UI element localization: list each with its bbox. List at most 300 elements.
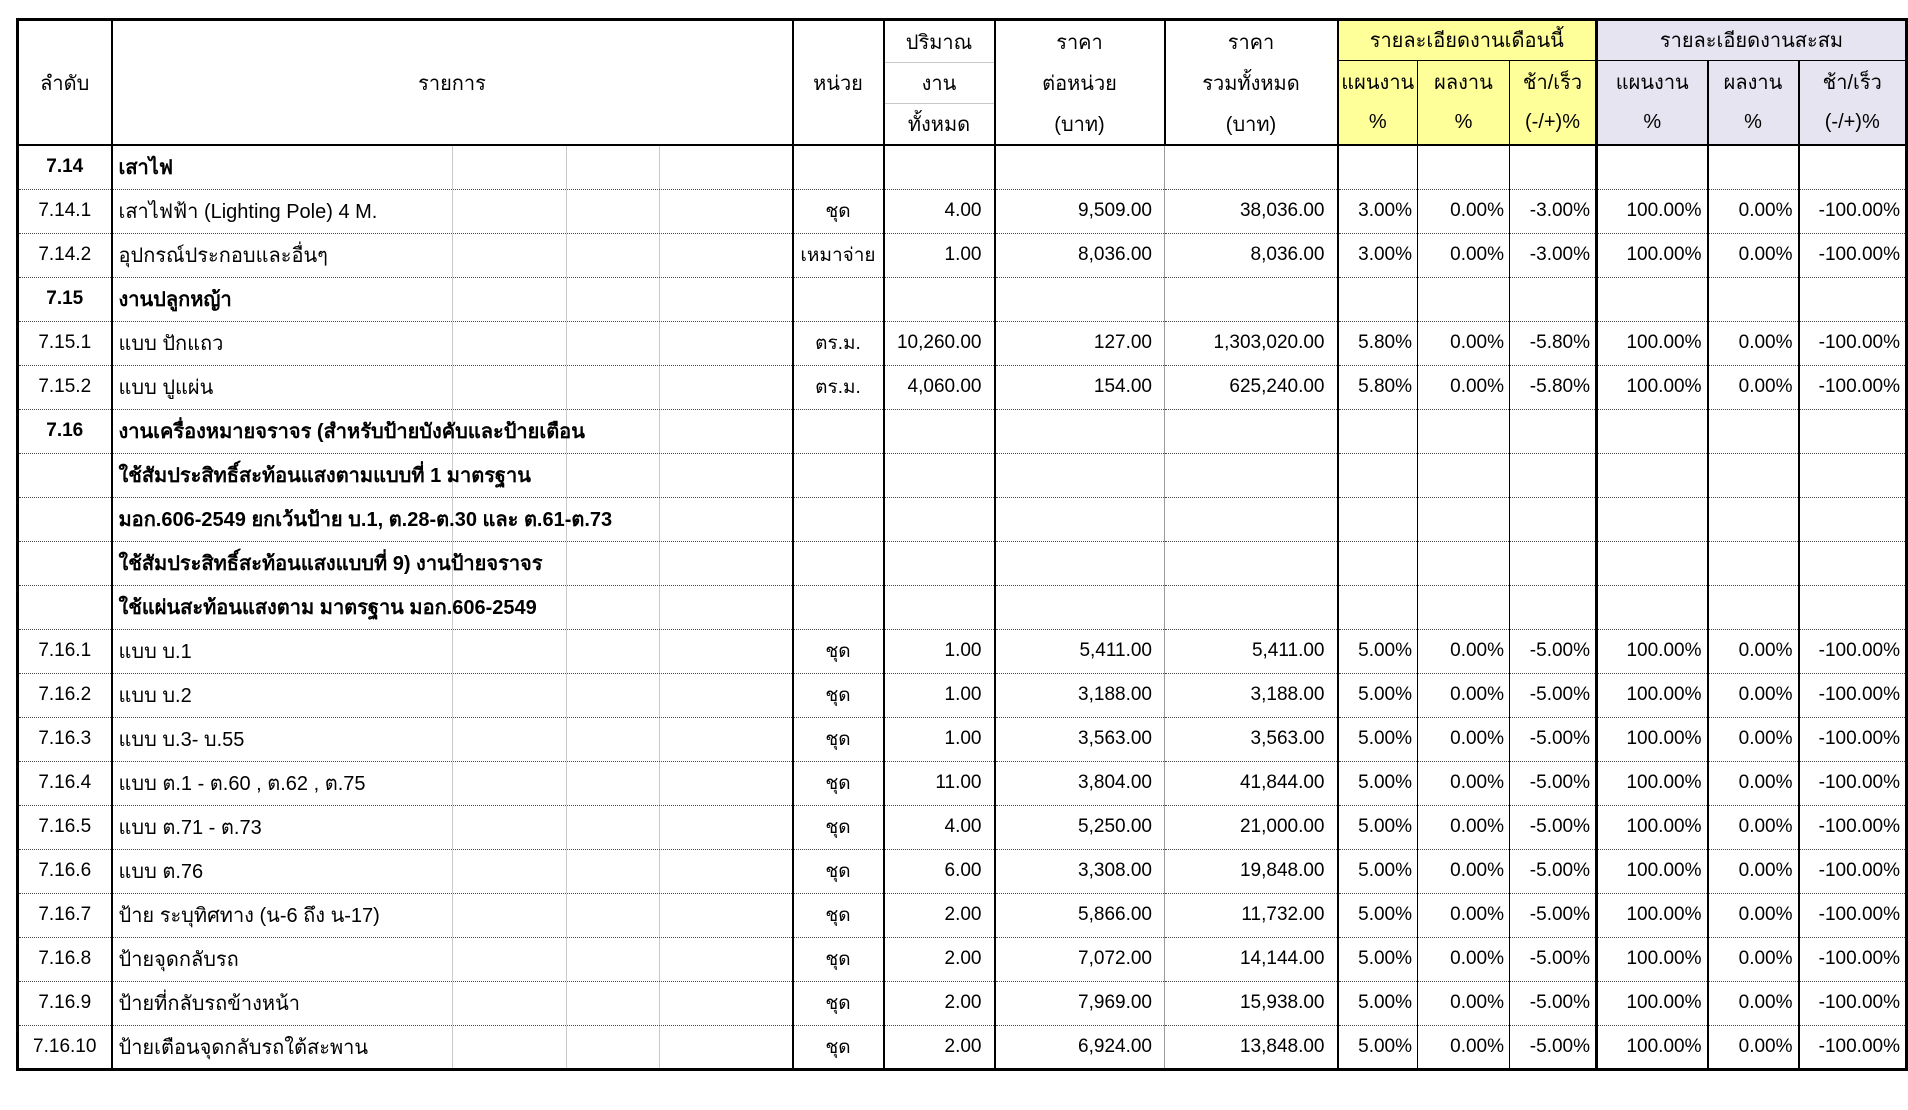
cell-unit[interactable] xyxy=(793,541,884,585)
cell-month-actual-pct[interactable]: 0.00% xyxy=(1418,189,1510,233)
cell-item-description[interactable]: มอก.606-2549 ยกเว้นป้าย บ.1, ต.28-ต.30 และ ต.61-ต.73 xyxy=(112,497,793,541)
cell-month-actual-pct[interactable] xyxy=(1418,497,1510,541)
cell-cum-actual-pct[interactable]: 0.00% xyxy=(1708,233,1799,277)
cell-unit-price[interactable] xyxy=(995,409,1165,453)
cell-item-description[interactable]: แบบ ต.76 xyxy=(112,849,793,893)
cell-cum-diff-pct[interactable]: -100.00% xyxy=(1799,673,1907,717)
col-header-item[interactable]: รายการ xyxy=(112,20,793,146)
cell-unit[interactable]: ตร.ม. xyxy=(793,321,884,365)
cell-cum-plan-pct[interactable] xyxy=(1597,541,1708,585)
col-header-unit-price-line1: ราคา xyxy=(1056,31,1103,54)
cell-month-diff-pct[interactable]: -3.00% xyxy=(1510,233,1597,277)
cell-month-diff-pct[interactable] xyxy=(1510,585,1597,629)
table-row xyxy=(18,497,1907,541)
cell-cum-diff-pct[interactable] xyxy=(1799,497,1907,541)
spreadsheet-page xyxy=(0,18,1908,1110)
col-header-cum-plan[interactable] xyxy=(1597,60,1708,145)
cell-unit[interactable]: ชุด xyxy=(793,937,884,981)
cell-cum-diff-pct[interactable]: -100.00% xyxy=(1799,937,1907,981)
cell-item-description[interactable]: แบบ ปูแผ่น xyxy=(112,365,793,409)
cell-month-plan-pct[interactable]: 5.00% xyxy=(1338,805,1418,849)
cell-total-price[interactable]: 8,036.00 xyxy=(1165,233,1338,277)
cell-unit-price[interactable] xyxy=(995,453,1165,497)
cell-no[interactable] xyxy=(18,585,112,629)
cell-total-price[interactable]: 5,411.00 xyxy=(1165,629,1338,673)
cell-no[interactable]: 7.14.2 xyxy=(18,233,112,277)
cell-unit[interactable]: ชุด xyxy=(793,629,884,673)
cell-cum-actual-pct[interactable] xyxy=(1708,585,1799,629)
cell-quantity[interactable]: 11.00 xyxy=(884,761,995,805)
cell-unit[interactable]: เหมาจ่าย xyxy=(793,233,884,277)
cell-item-description[interactable]: ใช้สัมประสิทธิ์สะท้อนแสงตามแบบที่ 1 มาตรฐาน xyxy=(112,453,793,497)
cell-no[interactable]: 7.15 xyxy=(18,277,112,321)
cell-month-plan-pct[interactable] xyxy=(1338,585,1418,629)
col-header-quantity-line3: ทั้งหมด xyxy=(885,103,994,144)
cell-total-price[interactable]: 21,000.00 xyxy=(1165,805,1338,849)
cell-total-price[interactable]: 15,938.00 xyxy=(1165,981,1338,1025)
cell-month-plan-pct[interactable]: 5.00% xyxy=(1338,673,1418,717)
cell-cum-plan-pct[interactable] xyxy=(1597,453,1708,497)
cell-month-actual-pct[interactable]: 0.00% xyxy=(1418,1025,1510,1069)
cell-total-price[interactable]: 38,036.00 xyxy=(1165,189,1338,233)
month-diff-label: ช้า/เร็ว xyxy=(1522,71,1583,94)
cum-diff-unit-label: (-/+)% xyxy=(1824,111,1880,134)
cell-cum-diff-pct[interactable]: -100.00% xyxy=(1799,365,1907,409)
cell-no[interactable]: 7.15.1 xyxy=(18,321,112,365)
cell-month-actual-pct[interactable]: 0.00% xyxy=(1418,805,1510,849)
cell-total-price[interactable] xyxy=(1165,497,1338,541)
cell-month-plan-pct[interactable]: 5.00% xyxy=(1338,1025,1418,1069)
cell-quantity[interactable]: 4,060.00 xyxy=(884,365,995,409)
cell-month-plan-pct[interactable] xyxy=(1338,277,1418,321)
cell-month-diff-pct[interactable] xyxy=(1510,145,1597,189)
cell-no[interactable]: 7.16.6 xyxy=(18,849,112,893)
cell-no[interactable]: 7.16.5 xyxy=(18,805,112,849)
cell-cum-actual-pct[interactable] xyxy=(1708,497,1799,541)
cell-month-plan-pct[interactable]: 5.00% xyxy=(1338,937,1418,981)
cell-cum-actual-pct[interactable]: 0.00% xyxy=(1708,937,1799,981)
table-row xyxy=(18,189,1907,233)
table-row xyxy=(18,981,1907,1025)
cell-month-actual-pct[interactable]: 0.00% xyxy=(1418,629,1510,673)
col-header-no[interactable]: ลำดับ xyxy=(18,20,112,146)
cell-item-description[interactable]: งานปลูกหญ้า xyxy=(112,277,793,321)
cell-month-actual-pct[interactable]: 0.00% xyxy=(1418,981,1510,1025)
cell-month-plan-pct[interactable]: 5.00% xyxy=(1338,981,1418,1025)
cell-month-actual-pct[interactable] xyxy=(1418,277,1510,321)
cell-unit-price[interactable]: 7,969.00 xyxy=(995,981,1165,1025)
cell-no[interactable]: 7.15.2 xyxy=(18,365,112,409)
cell-cum-actual-pct[interactable] xyxy=(1708,145,1799,189)
col-header-total-price-line1: ราคา xyxy=(1227,31,1275,54)
cell-cum-actual-pct[interactable]: 0.00% xyxy=(1708,629,1799,673)
cell-unit[interactable]: ชุด xyxy=(793,189,884,233)
cell-cum-diff-pct[interactable]: -100.00% xyxy=(1799,805,1907,849)
cell-total-price[interactable]: 1,303,020.00 xyxy=(1165,321,1338,365)
cell-unit[interactable]: ตร.ม. xyxy=(793,365,884,409)
cell-quantity[interactable] xyxy=(884,585,995,629)
cell-no[interactable]: 7.16.1 xyxy=(18,629,112,673)
cell-month-plan-pct[interactable]: 5.00% xyxy=(1338,761,1418,805)
cell-total-price[interactable]: 19,848.00 xyxy=(1165,849,1338,893)
cell-cum-diff-pct[interactable]: -100.00% xyxy=(1799,893,1907,937)
cell-unit-price[interactable]: 127.00 xyxy=(995,321,1165,365)
cell-total-price[interactable]: 625,240.00 xyxy=(1165,365,1338,409)
table-row xyxy=(18,585,1907,629)
cell-month-plan-pct[interactable] xyxy=(1338,145,1418,189)
table-row xyxy=(18,321,1907,365)
group-header-month-detail[interactable]: รายละเอียดงานเดือนนี้ xyxy=(1338,20,1597,61)
table-row xyxy=(18,805,1907,849)
cell-unit-price[interactable]: 5,250.00 xyxy=(995,805,1165,849)
cell-quantity[interactable] xyxy=(884,409,995,453)
cell-month-actual-pct[interactable] xyxy=(1418,585,1510,629)
cell-unit[interactable] xyxy=(793,585,884,629)
cell-cum-actual-pct[interactable] xyxy=(1708,453,1799,497)
cell-unit-price[interactable] xyxy=(995,277,1165,321)
cell-cum-plan-pct[interactable]: 100.00% xyxy=(1597,629,1708,673)
cell-item-description[interactable]: แบบ ปักแถว xyxy=(112,321,793,365)
cell-month-actual-pct[interactable]: 0.00% xyxy=(1418,761,1510,805)
cell-no[interactable]: 7.16.9 xyxy=(18,981,112,1025)
cell-month-plan-pct[interactable] xyxy=(1338,497,1418,541)
cell-cum-diff-pct[interactable]: -100.00% xyxy=(1799,717,1907,761)
col-header-unit-price[interactable] xyxy=(995,20,1165,146)
month-plan-label: แผนงาน xyxy=(1341,71,1415,94)
cell-total-price[interactable] xyxy=(1165,541,1338,585)
cell-item-description[interactable]: เสาไฟฟ้า (Lighting Pole) 4 M. xyxy=(112,189,793,233)
cell-unit[interactable]: ชุด xyxy=(793,981,884,1025)
cell-item-description[interactable]: แบบ บ.1 xyxy=(112,629,793,673)
cell-month-diff-pct[interactable]: -5.00% xyxy=(1510,893,1597,937)
cell-cum-diff-pct[interactable]: -100.00% xyxy=(1799,849,1907,893)
cell-quantity[interactable]: 2.00 xyxy=(884,893,995,937)
cell-unit-price[interactable]: 7,072.00 xyxy=(995,937,1165,981)
cell-cum-plan-pct[interactable]: 100.00% xyxy=(1597,189,1708,233)
cell-month-actual-pct[interactable]: 0.00% xyxy=(1418,937,1510,981)
cell-cum-actual-pct[interactable]: 0.00% xyxy=(1708,717,1799,761)
cell-item-description[interactable]: ใช้แผ่นสะท้อนแสงตาม มาตรฐาน มอก.606-2549 xyxy=(112,585,793,629)
cell-month-actual-pct[interactable]: 0.00% xyxy=(1418,321,1510,365)
table-row xyxy=(18,541,1907,585)
cell-month-diff-pct[interactable] xyxy=(1510,453,1597,497)
cell-no[interactable]: 7.14.1 xyxy=(18,189,112,233)
cell-total-price[interactable] xyxy=(1165,277,1338,321)
cell-unit-price[interactable]: 154.00 xyxy=(995,365,1165,409)
cell-cum-actual-pct[interactable]: 0.00% xyxy=(1708,981,1799,1025)
cell-unit[interactable] xyxy=(793,277,884,321)
cell-month-actual-pct[interactable] xyxy=(1418,409,1510,453)
cell-month-diff-pct[interactable]: -3.00% xyxy=(1510,189,1597,233)
cell-cum-diff-pct[interactable]: -100.00% xyxy=(1799,189,1907,233)
cell-month-plan-pct[interactable] xyxy=(1338,453,1418,497)
cell-item-description[interactable]: ป้ายจุดกลับรถ xyxy=(112,937,793,981)
cell-quantity[interactable]: 1.00 xyxy=(884,233,995,277)
cell-month-diff-pct[interactable]: -5.80% xyxy=(1510,321,1597,365)
cell-no[interactable] xyxy=(18,541,112,585)
cell-month-diff-pct[interactable]: -5.00% xyxy=(1510,717,1597,761)
cell-cum-actual-pct[interactable]: 0.00% xyxy=(1708,849,1799,893)
cell-month-actual-pct[interactable]: 0.00% xyxy=(1418,233,1510,277)
cell-cum-diff-pct[interactable] xyxy=(1799,541,1907,585)
cell-quantity[interactable] xyxy=(884,453,995,497)
cell-quantity[interactable]: 1.00 xyxy=(884,717,995,761)
cum-plan-label: แผนงาน xyxy=(1615,71,1689,94)
cell-cum-actual-pct[interactable]: 0.00% xyxy=(1708,761,1799,805)
cell-month-diff-pct[interactable]: -5.80% xyxy=(1510,365,1597,409)
table-row xyxy=(18,761,1907,805)
cell-item-description[interactable]: เสาไฟ xyxy=(112,145,793,189)
cell-cum-diff-pct[interactable] xyxy=(1799,409,1907,453)
cell-unit[interactable] xyxy=(793,409,884,453)
cell-month-diff-pct[interactable] xyxy=(1510,277,1597,321)
cell-total-price[interactable]: 3,188.00 xyxy=(1165,673,1338,717)
cell-cum-plan-pct[interactable] xyxy=(1597,277,1708,321)
cell-month-plan-pct[interactable]: 3.00% xyxy=(1338,189,1418,233)
cell-item-description[interactable]: ป้าย ระบุทิศทาง (น-6 ถึง น-17) xyxy=(112,893,793,937)
cell-unit-price[interactable]: 3,563.00 xyxy=(995,717,1165,761)
cell-item-description[interactable]: ป้ายที่กลับรถข้างหน้า xyxy=(112,981,793,1025)
cell-month-diff-pct[interactable]: -5.00% xyxy=(1510,805,1597,849)
cell-cum-plan-pct[interactable] xyxy=(1597,145,1708,189)
cell-cum-plan-pct[interactable] xyxy=(1597,585,1708,629)
cell-month-plan-pct[interactable]: 5.00% xyxy=(1338,849,1418,893)
cell-total-price[interactable]: 41,844.00 xyxy=(1165,761,1338,805)
cell-month-diff-pct[interactable] xyxy=(1510,541,1597,585)
cum-actual-unit-label: % xyxy=(1744,111,1762,134)
cell-month-plan-pct[interactable]: 3.00% xyxy=(1338,233,1418,277)
group-header-cumulative-detail[interactable]: รายละเอียดงานสะสม xyxy=(1597,20,1907,61)
cell-cum-plan-pct[interactable] xyxy=(1597,497,1708,541)
cell-quantity[interactable]: 10,260.00 xyxy=(884,321,995,365)
cell-month-diff-pct[interactable]: -5.00% xyxy=(1510,849,1597,893)
cell-total-price[interactable] xyxy=(1165,409,1338,453)
col-header-total-price[interactable] xyxy=(1165,20,1338,146)
cell-cum-diff-pct[interactable]: -100.00% xyxy=(1799,981,1907,1025)
cell-cum-plan-pct[interactable]: 100.00% xyxy=(1597,233,1708,277)
col-header-quantity-line1: ปริมาณ xyxy=(905,31,973,54)
cell-unit[interactable] xyxy=(793,497,884,541)
cell-month-actual-pct[interactable]: 0.00% xyxy=(1418,717,1510,761)
cell-cum-actual-pct[interactable]: 0.00% xyxy=(1708,189,1799,233)
cell-month-plan-pct[interactable]: 5.80% xyxy=(1338,365,1418,409)
table-row xyxy=(18,233,1907,277)
cell-unit-price[interactable]: 5,411.00 xyxy=(995,629,1165,673)
cell-unit-price[interactable]: 3,804.00 xyxy=(995,761,1165,805)
cell-unit[interactable]: ชุด xyxy=(793,849,884,893)
cell-unit-price[interactable]: 3,188.00 xyxy=(995,673,1165,717)
cell-cum-actual-pct[interactable]: 0.00% xyxy=(1708,1025,1799,1069)
cell-month-diff-pct[interactable]: -5.00% xyxy=(1510,673,1597,717)
cell-item-description[interactable]: งานเครื่องหมายจราจร (สำหรับป้ายบังคับและป้ายเตือน xyxy=(112,409,793,453)
cell-cum-diff-pct[interactable] xyxy=(1799,453,1907,497)
cell-cum-plan-pct[interactable]: 100.00% xyxy=(1597,365,1708,409)
cell-month-plan-pct[interactable] xyxy=(1338,541,1418,585)
cell-cum-diff-pct[interactable] xyxy=(1799,277,1907,321)
cell-item-description[interactable]: แบบ ต.1 - ต.60 , ต.62 , ต.75 xyxy=(112,761,793,805)
cell-quantity[interactable] xyxy=(884,497,995,541)
table-row xyxy=(18,849,1907,893)
cell-no[interactable]: 7.16.3 xyxy=(18,717,112,761)
boq-progress-table xyxy=(16,18,1908,1071)
cell-unit[interactable]: ชุด xyxy=(793,893,884,937)
cell-month-actual-pct[interactable] xyxy=(1418,453,1510,497)
cell-cum-plan-pct[interactable]: 100.00% xyxy=(1597,321,1708,365)
col-header-cum-actual[interactable] xyxy=(1708,60,1799,145)
cell-quantity[interactable]: 4.00 xyxy=(884,805,995,849)
cell-month-diff-pct[interactable]: -5.00% xyxy=(1510,981,1597,1025)
cell-cum-diff-pct[interactable]: -100.00% xyxy=(1799,321,1907,365)
cell-cum-plan-pct[interactable]: 100.00% xyxy=(1597,981,1708,1025)
col-header-quantity-line2: งาน xyxy=(885,62,994,103)
cell-no[interactable] xyxy=(18,497,112,541)
cell-unit-price[interactable]: 8,036.00 xyxy=(995,233,1165,277)
cell-total-price[interactable]: 11,732.00 xyxy=(1165,893,1338,937)
col-header-month-plan[interactable] xyxy=(1338,60,1418,145)
cell-cum-diff-pct[interactable]: -100.00% xyxy=(1799,1025,1907,1069)
cell-unit-price[interactable]: 9,509.00 xyxy=(995,189,1165,233)
cell-unit[interactable]: ชุด xyxy=(793,761,884,805)
cell-cum-plan-pct[interactable]: 100.00% xyxy=(1597,893,1708,937)
cell-item-description[interactable]: อุปกรณ์ประกอบและอื่นๆ xyxy=(112,233,793,277)
cell-item-description[interactable]: แบบ บ.3- บ.55 xyxy=(112,717,793,761)
cell-no[interactable]: 7.16 xyxy=(18,409,112,453)
cell-month-diff-pct[interactable] xyxy=(1510,497,1597,541)
cell-cum-actual-pct[interactable]: 0.00% xyxy=(1708,673,1799,717)
cell-quantity[interactable] xyxy=(884,145,995,189)
cell-no[interactable]: 7.16.4 xyxy=(18,761,112,805)
cell-unit[interactable]: ชุด xyxy=(793,673,884,717)
cell-quantity[interactable] xyxy=(884,541,995,585)
cell-month-plan-pct[interactable]: 5.80% xyxy=(1338,321,1418,365)
cell-month-plan-pct[interactable] xyxy=(1338,409,1418,453)
cell-unit[interactable] xyxy=(793,145,884,189)
cell-cum-actual-pct[interactable] xyxy=(1708,277,1799,321)
cell-month-diff-pct[interactable] xyxy=(1510,409,1597,453)
cell-unit-price[interactable]: 5,866.00 xyxy=(995,893,1165,937)
table-row xyxy=(18,409,1907,453)
cell-total-price[interactable]: 3,563.00 xyxy=(1165,717,1338,761)
cell-month-plan-pct[interactable]: 5.00% xyxy=(1338,717,1418,761)
table-row xyxy=(18,717,1907,761)
cell-cum-actual-pct[interactable] xyxy=(1708,541,1799,585)
cell-month-diff-pct[interactable]: -5.00% xyxy=(1510,761,1597,805)
cell-quantity[interactable]: 1.00 xyxy=(884,629,995,673)
cell-cum-plan-pct[interactable]: 100.00% xyxy=(1597,849,1708,893)
cell-month-plan-pct[interactable]: 5.00% xyxy=(1338,629,1418,673)
cell-cum-plan-pct[interactable]: 100.00% xyxy=(1597,673,1708,717)
cell-unit[interactable] xyxy=(793,453,884,497)
table-row xyxy=(18,893,1907,937)
cell-unit-price[interactable] xyxy=(995,145,1165,189)
cell-total-price[interactable]: 13,848.00 xyxy=(1165,1025,1338,1069)
cell-no[interactable]: 7.16.8 xyxy=(18,937,112,981)
cell-quantity[interactable]: 1.00 xyxy=(884,673,995,717)
cell-unit-price[interactable] xyxy=(995,497,1165,541)
cell-quantity[interactable]: 2.00 xyxy=(884,937,995,981)
cell-month-diff-pct[interactable]: -5.00% xyxy=(1510,629,1597,673)
cell-item-description[interactable]: ใช้สัมประสิทธิ์สะท้อนแสงแบบที่ 9) งานป้ายจราจร xyxy=(112,541,793,585)
col-header-cum-diff[interactable] xyxy=(1799,60,1907,145)
cell-month-diff-pct[interactable]: -5.00% xyxy=(1510,1025,1597,1069)
cell-no[interactable]: 7.16.10 xyxy=(18,1025,112,1069)
cell-cum-actual-pct[interactable]: 0.00% xyxy=(1708,805,1799,849)
cell-unit-price[interactable]: 3,308.00 xyxy=(995,849,1165,893)
cell-quantity[interactable]: 4.00 xyxy=(884,189,995,233)
cell-total-price[interactable] xyxy=(1165,145,1338,189)
cell-month-actual-pct[interactable] xyxy=(1418,145,1510,189)
cell-cum-diff-pct[interactable] xyxy=(1799,585,1907,629)
cell-month-actual-pct[interactable]: 0.00% xyxy=(1418,849,1510,893)
cell-quantity[interactable] xyxy=(884,277,995,321)
cell-total-price[interactable] xyxy=(1165,585,1338,629)
cum-diff-label: ช้า/เร็ว xyxy=(1822,71,1882,94)
cell-cum-plan-pct[interactable]: 100.00% xyxy=(1597,1025,1708,1069)
cell-item-description[interactable]: ป้ายเตือนจุดกลับรถใต้สะพาน xyxy=(112,1025,793,1069)
cell-cum-diff-pct[interactable]: -100.00% xyxy=(1799,761,1907,805)
cell-unit-price[interactable]: 6,924.00 xyxy=(995,1025,1165,1069)
cell-cum-diff-pct[interactable] xyxy=(1799,145,1907,189)
cell-cum-plan-pct[interactable]: 100.00% xyxy=(1597,717,1708,761)
cell-unit[interactable]: ชุด xyxy=(793,805,884,849)
cell-cum-plan-pct[interactable]: 100.00% xyxy=(1597,937,1708,981)
table-row xyxy=(18,937,1907,981)
cell-cum-actual-pct[interactable]: 0.00% xyxy=(1708,893,1799,937)
cell-month-diff-pct[interactable]: -5.00% xyxy=(1510,937,1597,981)
col-header-total-price-line3: (บาท) xyxy=(1225,113,1277,136)
cell-unit-price[interactable] xyxy=(995,541,1165,585)
cell-month-plan-pct[interactable]: 5.00% xyxy=(1338,893,1418,937)
cell-cum-diff-pct[interactable]: -100.00% xyxy=(1799,629,1907,673)
cell-quantity[interactable]: 2.00 xyxy=(884,1025,995,1069)
col-header-total-price-line2: รวมทั้งหมด xyxy=(1202,72,1300,95)
table-row xyxy=(18,453,1907,497)
cell-month-actual-pct[interactable]: 0.00% xyxy=(1418,365,1510,409)
col-header-quantity[interactable] xyxy=(884,20,995,146)
cell-cum-diff-pct[interactable]: -100.00% xyxy=(1799,233,1907,277)
cell-total-price[interactable]: 14,144.00 xyxy=(1165,937,1338,981)
cell-unit[interactable]: ชุด xyxy=(793,717,884,761)
cell-cum-plan-pct[interactable]: 100.00% xyxy=(1597,761,1708,805)
table-row xyxy=(18,629,1907,673)
col-header-month-actual[interactable] xyxy=(1418,60,1510,145)
month-actual-unit-label: % xyxy=(1454,111,1473,134)
cell-cum-actual-pct[interactable]: 0.00% xyxy=(1708,365,1799,409)
cell-no[interactable] xyxy=(18,453,112,497)
cell-unit[interactable]: ชุด xyxy=(793,1025,884,1069)
cell-no[interactable]: 7.16.2 xyxy=(18,673,112,717)
cell-cum-actual-pct[interactable] xyxy=(1708,409,1799,453)
cell-no[interactable]: 7.16.7 xyxy=(18,893,112,937)
cell-total-price[interactable] xyxy=(1165,453,1338,497)
cell-month-actual-pct[interactable]: 0.00% xyxy=(1418,893,1510,937)
cell-month-actual-pct[interactable] xyxy=(1418,541,1510,585)
cell-unit-price[interactable] xyxy=(995,585,1165,629)
cell-quantity[interactable]: 2.00 xyxy=(884,981,995,1025)
col-header-month-diff[interactable] xyxy=(1510,60,1597,145)
cell-no[interactable]: 7.14 xyxy=(18,145,112,189)
cell-item-description[interactable]: แบบ บ.2 xyxy=(112,673,793,717)
cell-item-description[interactable]: แบบ ต.71 - ต.73 xyxy=(112,805,793,849)
table-row xyxy=(18,1025,1907,1069)
col-header-unit[interactable]: หน่วย xyxy=(793,20,884,146)
cell-quantity[interactable]: 6.00 xyxy=(884,849,995,893)
cell-cum-plan-pct[interactable] xyxy=(1597,409,1708,453)
cell-cum-actual-pct[interactable]: 0.00% xyxy=(1708,321,1799,365)
cell-cum-plan-pct[interactable]: 100.00% xyxy=(1597,805,1708,849)
table-row xyxy=(18,365,1907,409)
cell-month-actual-pct[interactable]: 0.00% xyxy=(1418,673,1510,717)
